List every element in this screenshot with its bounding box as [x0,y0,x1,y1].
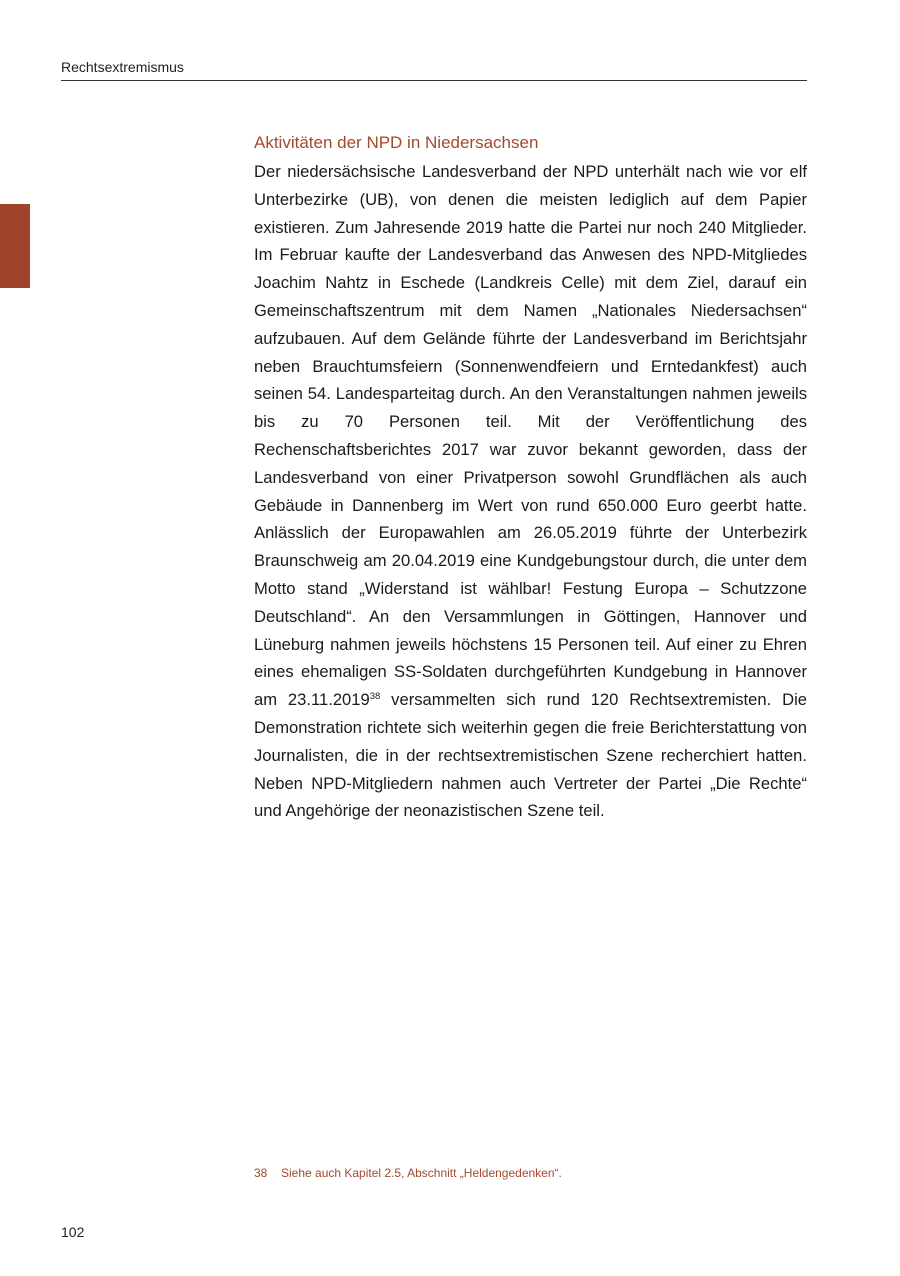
footnote [254,1166,562,1180]
paragraph-text-part2: versammelten sich rund 120 Rechtsextremisten. Die Demonstration richtete sich weiterhin gegen die freie Berichterstattung von Journalisten, die in der rechtsextremistischen Szene recherchiert hatten. Neben NPD-Mitgliedern nahmen auch Vertreter der Partei „Die Rechte“ und Angehörige der neonazistischen Szene teil. [254,690,807,821]
chapter-side-tab [0,204,30,288]
section-heading: Aktivitäten der NPD in Niedersachsen [254,133,539,152]
paragraph-text-part1: Der niedersächsische Landesverband der NPD unterhält nach wie vor elf Unterbezirke (UB), von denen die meisten lediglich auf dem Papier existieren. Zum Jahresende 2019 hatte die Partei nur noch 240 Mitglieder. Im Februar kaufte der Landesverband das Anwesen des NPD-Mitgliedes Joachim Nahtz in Eschede (Landkreis Celle) mit dem Ziel, darauf ein Gemeinschaftszentrum mit dem Namen „Nationales Niedersachsen“ aufzubauen. Auf dem Gelände führte der Landesverband im Berichtsjahr neben Brauchtumsfeiern (Sonnenwendfeiern und Erntedankfest) auch seinen 54. Landesparteitag durch. An den Veranstaltungen nahmen jeweils bis zu 70 Personen teil. Mit der Veröffentlichung des Rechenschaftsberichtes 2017 war zuvor bekannt geworden, dass der Landesverband von einer Privatperson sowohl Grundflächen als auch Gebäude in Dannenberg im Wert von rund 650.000 Euro geerbt hatte. Anlässlich der Europawahlen am 26.05.2019 führte der Unterbezirk Braunschweig am 20.04.2019 eine Kundgebungstour durch, die unter dem Motto stand „Widerstand ist wählbar! Festung Europa – Schutzzone Deutschland“. An den Versammlungen in Göttingen, Hannover und Lüneburg nahmen jeweils höchstens 15 Personen teil. Auf einer zu Ehren eines ehemaligen SS-Soldaten durchgeführten Kundgebung in Hannover am 23.11.2019 [254,162,807,710]
footnote-reference[interactable]: 38 [369,691,381,703]
footnote-text: Siehe auch Kapitel 2.5, Abschnitt „Heldengedenken“. [281,1166,562,1180]
footnote-number: 38 [254,1166,268,1180]
body-paragraph [254,158,807,825]
running-title: Rechtsextremismus [61,59,184,75]
main-content [254,132,807,825]
page-number: 102 [61,1224,85,1240]
header-divider [61,80,807,81]
